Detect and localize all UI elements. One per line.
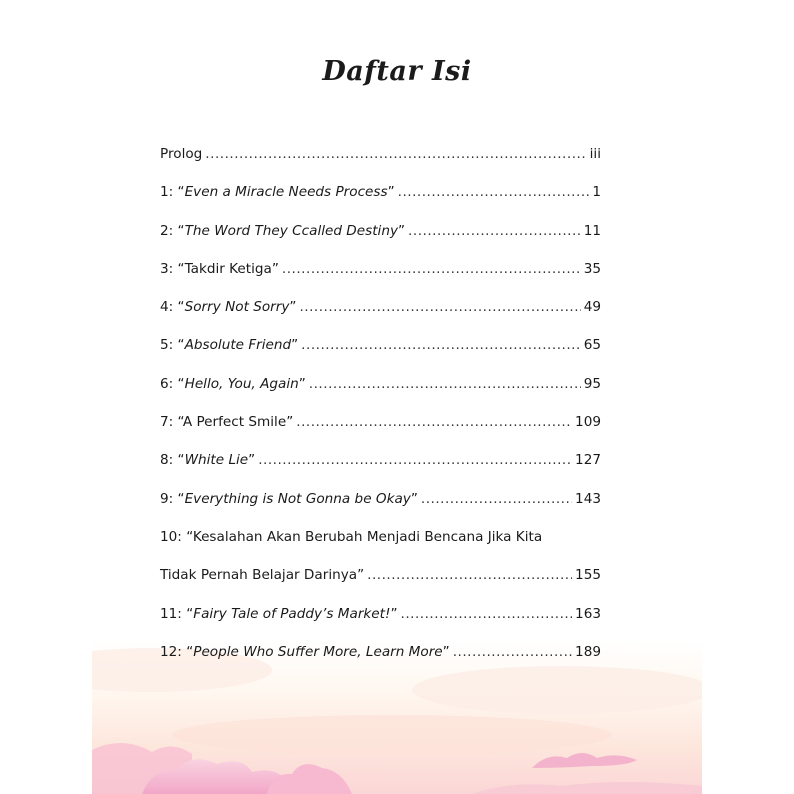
toc-entry-closing-quote: ” (357, 567, 365, 584)
toc-leader-dots (299, 297, 580, 317)
toc-entry-title (160, 489, 418, 509)
toc-entry (160, 604, 601, 642)
toc-entry-title (160, 565, 364, 585)
toc-entry-title (160, 297, 296, 317)
toc-entry-title (160, 412, 293, 432)
toc-entry-text: Even a Miracle Needs Process (184, 184, 388, 201)
toc-entry-text: Sorry Not Sorry (184, 299, 290, 316)
toc-entry-title (160, 221, 405, 241)
toc-leader-dots (367, 565, 572, 585)
toc-entry-title (160, 604, 398, 624)
toc-leader-dots (401, 604, 573, 624)
toc-leader-dots (282, 259, 581, 279)
toc-leader-dots (258, 450, 572, 470)
page-title: Daftar Isi (322, 56, 472, 87)
toc-leader-dots (453, 642, 572, 662)
toc-entry (160, 335, 601, 373)
toc-entry-number: 10: “ (160, 528, 193, 545)
toc-entry-title (160, 259, 279, 279)
toc-entry (160, 527, 601, 565)
toc-entry-number: 5: “ (160, 337, 185, 354)
toc-page-number: 143 (575, 490, 601, 507)
toc-leader-dots (205, 144, 586, 164)
toc-entry-closing-quote: ” (387, 184, 395, 201)
toc-entry-number: 6: “ (160, 375, 185, 392)
toc-entry (160, 259, 601, 297)
toc-entry-text: People Who Suffer More, Learn More (193, 643, 443, 660)
toc-entry-number: 4: “ (160, 299, 185, 316)
toc-page-number: 65 (583, 337, 601, 354)
toc-entry-closing-quote: ” (286, 414, 294, 431)
toc-entry-title (160, 450, 255, 470)
toc-entry-text: Tidak Pernah Belajar Darinya (160, 567, 358, 584)
toc-entry-title (160, 527, 542, 547)
toc-page-number: 11 (583, 222, 601, 239)
toc-entry-closing-quote: ” (298, 375, 306, 392)
toc-page-number: 1 (592, 184, 601, 201)
toc-leader-dots (301, 335, 581, 355)
toc-entry-title (160, 642, 450, 662)
toc-page-number: 95 (583, 375, 601, 392)
toc-leader-dots (421, 489, 572, 509)
toc-entry-closing-quote: ” (291, 337, 299, 354)
toc-entry-number: 7: “ (160, 414, 183, 431)
toc-entry-closing-quote: ” (248, 452, 256, 469)
toc-entry (160, 182, 601, 220)
toc-entry-closing-quote: ” (271, 260, 279, 277)
toc-entry (160, 297, 601, 335)
toc-entry-closing-quote: ” (289, 299, 297, 316)
toc-entry (160, 565, 601, 603)
toc-entry-text: The Word They Ccalled Destiny (184, 222, 398, 239)
toc-entry (160, 144, 601, 182)
toc-entry (160, 221, 601, 259)
toc-entry-number: 2: “ (160, 222, 185, 239)
toc-entry (160, 412, 601, 450)
toc-page-number: 49 (583, 299, 601, 316)
toc-entry-title (160, 374, 306, 394)
toc-entry-number: 3: “ (160, 260, 185, 277)
toc-entry (160, 374, 601, 412)
toc-entry-text: Everything is Not Gonna be Okay (184, 490, 411, 507)
toc-leader-dots (309, 374, 581, 394)
toc-entry-title (160, 335, 298, 355)
toc-entry-number: 12: “ (160, 643, 194, 660)
toc-entry-text: White Lie (184, 452, 249, 469)
toc-page-number: 155 (575, 567, 601, 584)
toc-page-number: iii (589, 146, 601, 162)
toc-entry (160, 489, 601, 527)
toc-entry-text: Fairy Tale of Paddy’s Market! (193, 605, 391, 622)
toc-entry-number: 9: “ (160, 490, 185, 507)
toc-entry (160, 642, 601, 680)
toc-page-number: 163 (575, 605, 601, 622)
toc-entry-title (160, 144, 202, 164)
toc-leader-dots (398, 182, 590, 202)
toc-entry-closing-quote: ” (398, 222, 406, 239)
toc-entry-number: 11: “ (160, 605, 194, 622)
toc-entry-text: Absolute Friend (184, 337, 292, 354)
toc-leader-dots (296, 412, 572, 432)
toc-entry-text: Takdir Ketiga (184, 260, 272, 277)
toc-page-number: 35 (583, 260, 601, 277)
toc-entry-text: Hello, You, Again (184, 375, 299, 392)
toc-entry-number: 8: “ (160, 452, 185, 469)
table-of-contents (160, 144, 601, 680)
toc-page-number: 109 (575, 414, 601, 431)
toc-entry (160, 450, 601, 488)
toc-entry-text: Prolog (160, 146, 203, 162)
toc-entry-text: A Perfect Smile (182, 414, 287, 431)
toc-entry-closing-quote: ” (442, 643, 450, 660)
toc-entry-closing-quote: ” (410, 490, 418, 507)
toc-entry-closing-quote: ” (390, 605, 398, 622)
toc-entry-text: Kesalahan Akan Berubah Menjadi Bencana Jika Kita (192, 528, 543, 545)
toc-page-number: 127 (575, 452, 601, 469)
toc-entry-title (160, 182, 395, 202)
toc-leader-dots (408, 221, 581, 241)
toc-entry-number: 1: “ (160, 184, 185, 201)
toc-page-number: 189 (575, 643, 601, 660)
